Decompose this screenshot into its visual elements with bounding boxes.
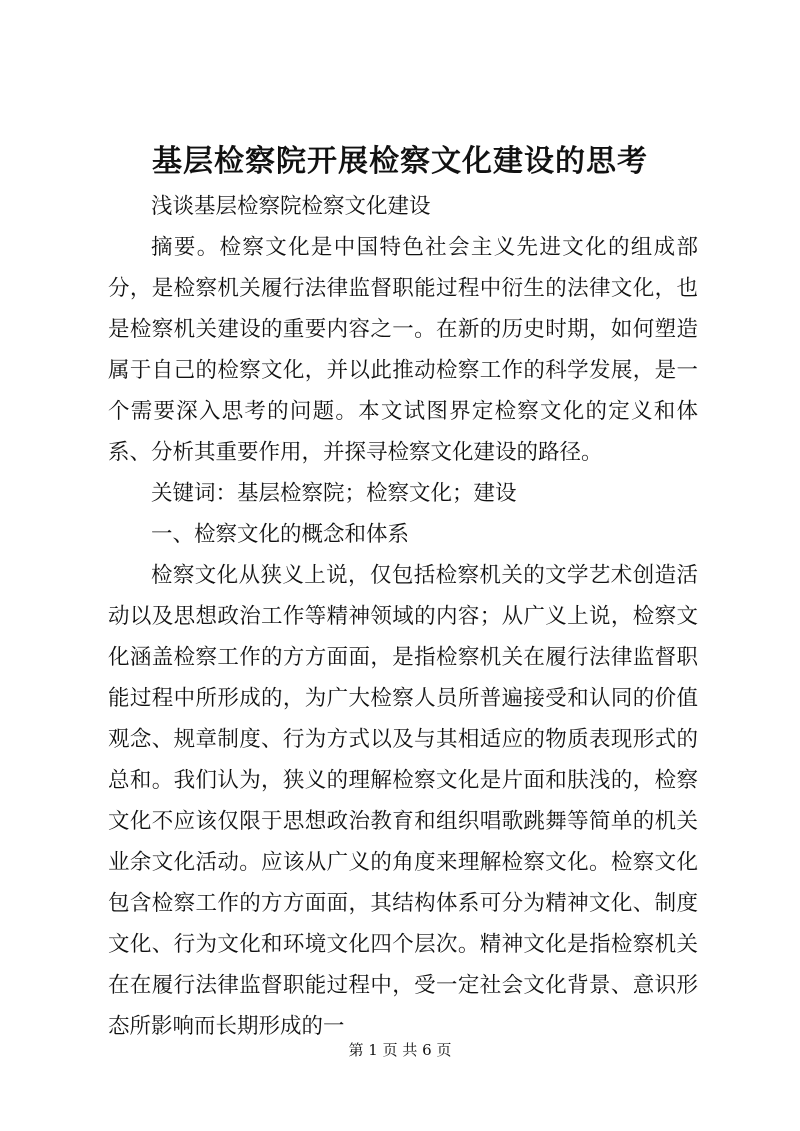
body-paragraph: 检察文化从狭义上说，仅包括检察机关的文学艺术创造活动以及思想政治工作等精神领域的内容；从广义上说，检察文化涵盖检察工作的方方面面，是指检察机关在履行法律监督职能过程中所形成的，为广大检察人员所普遍接受和认同的价值观念、规章制度、行为方式以及与其相适应的物质表现形式的总和。我们认为，狭义的理解检察文化是片面和肤浅的，检察文化不应该仅限于思想政治教育和组织唱歌跳舞等简单的机关业余文化活动。应该从广义的角度来理解检察文化。检察文化包含检察工作的方方面面，其结构体系可分为精神文化、制度文化、行为文化和环境文化四个层次。精神文化是指检察机关在在履行法律监督职能过程中，受一定社会文化背景、意识形态所影响而长期形成的一 xyxy=(108,563,698,1039)
page-footer: 第 1 页 共 6 页 xyxy=(348,1041,452,1059)
document-title: 基层检察院开展检察文化建设的思考 xyxy=(152,144,648,179)
abstract-paragraph: 摘要。检察文化是中国特色社会主义先进文化的组成部分，是检察机关履行法律监督职能过程中衍生的法律文化，也是检察机关建设的重要内容之一。在新的历史时期，如何塑造属于自己的检察文化，并以此推动检察工作的科学发展，是一个需要深入思考的问题。本文试图界定检察文化的定义和体系、分析其重要作用，并探寻检察文化建设的路径。 xyxy=(108,235,698,465)
subtitle-paragraph: 浅谈基层检察院检察文化建设 xyxy=(151,194,431,219)
document-body xyxy=(108,186,698,1047)
section-heading: 一、检察文化的概念和体系 xyxy=(151,522,410,547)
keywords-paragraph: 关键词：基层检察院；检察文化；建设 xyxy=(151,481,517,506)
